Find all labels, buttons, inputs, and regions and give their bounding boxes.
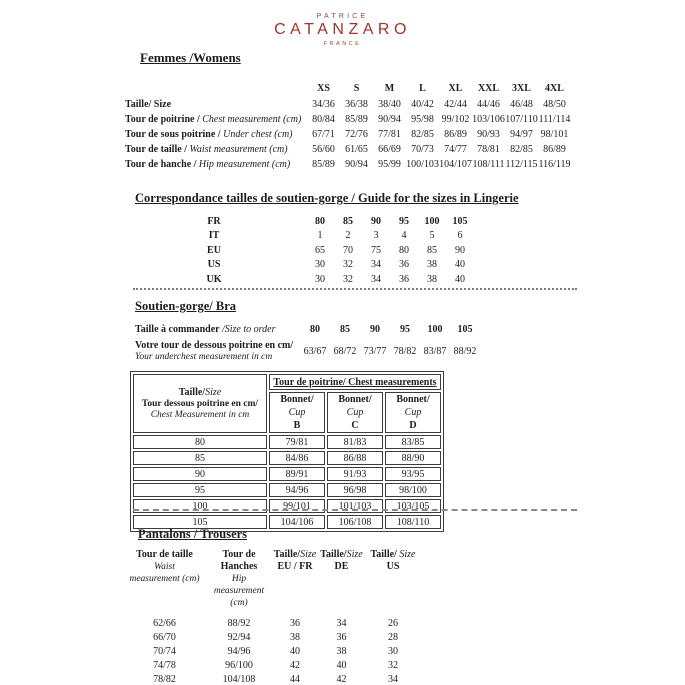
cell: 96/98 xyxy=(327,483,383,497)
cell: 32 xyxy=(343,273,353,285)
cell: 34 xyxy=(371,259,381,271)
lingerie-row-uk xyxy=(190,272,474,287)
cell: 105 xyxy=(457,323,473,335)
size-col-header: M xyxy=(384,83,395,94)
cell: 48/50 xyxy=(543,99,566,110)
cell: 80 xyxy=(310,323,320,335)
cell: 38 xyxy=(290,631,300,643)
cell: 42 xyxy=(336,673,347,685)
cell: 90 xyxy=(371,215,381,227)
cell: 80 xyxy=(399,244,409,256)
trousers-header-gap xyxy=(122,609,422,616)
row-label: Tour de taille / Waist measurement (cm) xyxy=(125,144,288,155)
cell: 75 xyxy=(371,244,381,256)
row-label: Tour de hanche / Hip measurement (cm) xyxy=(125,159,291,170)
cell: 32 xyxy=(388,659,398,671)
cell: 40/42 xyxy=(411,99,434,110)
col-header-size-de: Taille/Size DE xyxy=(320,549,363,572)
cell: 38/40 xyxy=(378,99,401,110)
bra-order-table xyxy=(135,320,480,365)
cell: 40 xyxy=(336,659,347,671)
cell: 92/94 xyxy=(227,631,251,643)
cell: 42 xyxy=(290,659,300,671)
row-label: US xyxy=(207,259,221,271)
row-label: Votre tour de dessous poitrine en cm/ Your underchest measurement in cm xyxy=(135,340,294,362)
chest-measurements-span-header: Tour de poitrine/ Chest measurements xyxy=(269,374,441,390)
cell: 100 xyxy=(427,323,443,335)
lingerie-row-eu xyxy=(190,243,474,258)
cell: 91/93 xyxy=(327,467,383,481)
cell: 61/65 xyxy=(345,144,368,155)
cell: 42/44 xyxy=(444,99,467,110)
cell: 88/90 xyxy=(385,451,441,465)
cell: 70 xyxy=(343,244,353,256)
brand-logo-name-text: CATANZARO xyxy=(274,21,411,38)
cell: 4 xyxy=(401,230,407,242)
cell: 85 xyxy=(340,323,350,335)
cell: 30 xyxy=(315,273,325,285)
cell: 40 xyxy=(455,259,465,271)
lingerie-correspondence-table xyxy=(190,214,474,287)
cell: 88/92 xyxy=(453,346,477,357)
cell: 94/96 xyxy=(227,645,251,657)
cell: 36 xyxy=(336,631,347,643)
trousers-row xyxy=(122,644,422,658)
cell: 99/102 xyxy=(441,114,470,125)
cell: 56/60 xyxy=(312,144,335,155)
cell: 38 xyxy=(336,645,347,657)
size-col-header: XL xyxy=(448,83,463,94)
cell: 34 xyxy=(371,273,381,285)
cell: 38 xyxy=(427,259,437,271)
trousers-header-row xyxy=(122,549,422,609)
row-label: IT xyxy=(208,230,220,242)
row-label: UK xyxy=(206,273,222,285)
cell: 79/81 xyxy=(269,435,325,449)
cell: 85/89 xyxy=(312,159,335,170)
cell: 36/38 xyxy=(345,99,368,110)
womens-row-waist xyxy=(125,142,571,157)
size-col-header: 3XL xyxy=(512,83,531,94)
cell: 78/82 xyxy=(153,673,176,685)
row-label: FR xyxy=(207,215,221,227)
cell: 83/85 xyxy=(385,435,441,449)
cell: 100/103 xyxy=(406,159,439,170)
cell: 62/66 xyxy=(153,617,176,629)
brand-logo-country-text: FRANCE xyxy=(323,41,362,47)
cell: 104/107 xyxy=(439,159,472,170)
trousers-row xyxy=(122,616,422,630)
cell: 66/70 xyxy=(153,631,176,643)
cell: 98/101 xyxy=(540,129,569,140)
cell: 30 xyxy=(388,645,398,657)
cell: 34 xyxy=(388,673,398,685)
size-col-header: XS xyxy=(317,83,330,94)
size-col-header: S xyxy=(353,83,360,94)
cell: 80/84 xyxy=(312,114,335,125)
row-label: Tour de sous poitrine / Under chest (cm) xyxy=(125,129,293,140)
cell: 111/114 xyxy=(538,114,571,125)
cell: 90/94 xyxy=(378,114,401,125)
cell: 80 xyxy=(315,215,325,227)
bra-cup-row xyxy=(133,467,441,481)
cell: 107/110 xyxy=(505,114,538,125)
size-col-header: L xyxy=(419,83,426,94)
col-header-size-us: Taille/ Size US xyxy=(370,549,416,572)
spacer xyxy=(238,272,306,287)
cell: 34/36 xyxy=(312,99,335,110)
spacer xyxy=(238,214,306,229)
cell: 99/101 xyxy=(269,499,325,513)
cell: 103/105 xyxy=(385,499,441,513)
cup-header-b: Bonnet/ Cup B xyxy=(269,392,325,433)
cell: 78/81 xyxy=(477,144,500,155)
womens-size-table xyxy=(125,80,571,172)
cell: 85 xyxy=(343,215,353,227)
lingerie-row-fr xyxy=(190,214,474,229)
cell: 100 xyxy=(133,499,267,513)
cell: 44/46 xyxy=(477,99,500,110)
cell: 40 xyxy=(290,645,300,657)
cell: 108/110 xyxy=(385,515,441,529)
cell: 70/73 xyxy=(411,144,434,155)
cell: 1 xyxy=(317,230,323,242)
cell: 86/89 xyxy=(444,129,467,140)
bra-cup-row xyxy=(133,435,441,449)
cell: 5 xyxy=(429,230,435,242)
womens-size-header-row xyxy=(125,80,571,97)
cell: 85 xyxy=(133,451,267,465)
spacer xyxy=(238,258,306,273)
cell: 65 xyxy=(315,244,325,256)
cell: 28 xyxy=(388,631,398,643)
cell: 90 xyxy=(133,467,267,481)
bra-cup-row xyxy=(133,451,441,465)
cell: 108/111 xyxy=(472,159,505,170)
cell: 74/77 xyxy=(444,144,467,155)
cell: 100 xyxy=(424,215,440,227)
cell: 66/69 xyxy=(378,144,401,155)
womens-row-underchest xyxy=(125,127,571,142)
cell: 2 xyxy=(345,230,351,242)
cell: 101/103 xyxy=(327,499,383,513)
size-col-header: 4XL xyxy=(545,83,564,94)
cell: 105 xyxy=(452,215,468,227)
cell: 36 xyxy=(399,273,409,285)
cell: 90/94 xyxy=(345,159,368,170)
cell: 104/106 xyxy=(269,515,325,529)
corner-header-cell: Taille/Size Tour dessous poitrine en cm/ Chest Measurement in cm xyxy=(133,374,267,433)
womens-row-chest xyxy=(125,112,571,127)
bra-cup-header-row-1 xyxy=(133,374,441,390)
cell: 95 xyxy=(399,215,409,227)
cell: 26 xyxy=(388,617,398,629)
lingerie-row-us xyxy=(190,258,474,273)
cell: 98/100 xyxy=(385,483,441,497)
section-heading-bra: Soutien-gorge/ Bra xyxy=(135,299,237,313)
cell: 94/96 xyxy=(269,483,325,497)
dotted-divider xyxy=(133,288,577,290)
size-col-header: XXL xyxy=(477,83,500,94)
trousers-size-table xyxy=(122,549,422,685)
cell: 72/76 xyxy=(345,129,368,140)
brand-logo xyxy=(0,13,685,47)
spacer xyxy=(238,243,306,258)
bra-underchest-row xyxy=(135,338,480,365)
row-label: Tour de poitrine / Chest measurement (cm) xyxy=(125,114,302,125)
cell: 103/106 xyxy=(472,114,505,125)
womens-row-size xyxy=(125,97,571,112)
cell: 95 xyxy=(400,323,410,335)
cell: 94/97 xyxy=(510,129,533,140)
cell: 36 xyxy=(399,259,409,271)
trousers-row xyxy=(122,658,422,672)
womens-row-hip xyxy=(125,157,571,172)
cup-header-c: Bonnet/ Cup C xyxy=(327,392,383,433)
cell: 30 xyxy=(315,259,325,271)
row-label: EU xyxy=(207,244,221,256)
cell: 34 xyxy=(336,617,347,629)
cell: 78/82 xyxy=(393,346,417,357)
cell: 3 xyxy=(373,230,379,242)
size-header-spacer xyxy=(125,80,307,97)
cell: 82/85 xyxy=(411,129,434,140)
cell: 6 xyxy=(457,230,463,242)
cell: 90 xyxy=(370,323,380,335)
trousers-row xyxy=(122,630,422,644)
cell: 85/89 xyxy=(345,114,368,125)
cell: 82/85 xyxy=(510,144,533,155)
col-header-waist: Tour de taille Waist measurement (cm) xyxy=(129,549,200,584)
cell: 84/86 xyxy=(269,451,325,465)
cell: 95/98 xyxy=(411,114,434,125)
cell: 46/48 xyxy=(510,99,533,110)
section-heading-trousers: Pantalons / Trousers xyxy=(138,527,248,541)
bra-cup-row xyxy=(133,483,441,497)
cell: 73/77 xyxy=(363,346,387,357)
row-label: Taille/ Size xyxy=(125,99,172,110)
section-heading-lingerie-guide: Correspondance tailles de soutien-gorge / Guide for the sizes in Lingerie xyxy=(135,191,519,205)
cell: 93/95 xyxy=(385,467,441,481)
cell: 90/93 xyxy=(477,129,500,140)
section-heading-womens: Femmes /Womens xyxy=(140,50,241,65)
cell: 38 xyxy=(427,273,437,285)
cell: 68/72 xyxy=(333,346,357,357)
spacer xyxy=(238,229,306,244)
cell: 36 xyxy=(290,617,300,629)
cell: 40 xyxy=(455,273,465,285)
cell: 105 xyxy=(133,515,267,529)
cell: 89/91 xyxy=(269,467,325,481)
trousers-row xyxy=(122,672,422,685)
cell: 90 xyxy=(455,244,465,256)
cell: 104/108 xyxy=(222,673,256,685)
cell: 63/67 xyxy=(303,346,327,357)
cell: 81/83 xyxy=(327,435,383,449)
cell: 83/87 xyxy=(423,346,447,357)
cell: 96/100 xyxy=(225,659,253,671)
cell: 95 xyxy=(133,483,267,497)
cell: 86/89 xyxy=(543,144,566,155)
lingerie-row-it xyxy=(190,229,474,244)
bra-size-to-order-row xyxy=(135,320,480,338)
cell: 85 xyxy=(427,244,437,256)
cell: 116/119 xyxy=(538,159,571,170)
cell: 32 xyxy=(343,259,353,271)
cell: 95/99 xyxy=(378,159,401,170)
cell: 80 xyxy=(133,435,267,449)
cell: 88/92 xyxy=(227,617,251,629)
cell: 112/115 xyxy=(505,159,538,170)
row-label: Taille à commander /Size to order xyxy=(135,323,276,335)
cup-header-d: Bonnet/ Cup D xyxy=(385,392,441,433)
dashed-divider xyxy=(133,509,577,511)
cell: 106/108 xyxy=(327,515,383,529)
col-header-size-eu-fr: Taille/Size EU / FR xyxy=(273,549,317,572)
cell: 74/78 xyxy=(153,659,176,671)
cell: 70/74 xyxy=(153,645,176,657)
col-header-hip: Tour de Hanches Hip measurement (cm) xyxy=(213,549,265,608)
cell: 44 xyxy=(290,673,300,685)
cell: 77/81 xyxy=(378,129,401,140)
cell: 86/88 xyxy=(327,451,383,465)
bra-cup-measurements-table xyxy=(130,371,444,532)
cell: 67/71 xyxy=(312,129,335,140)
brand-logo-top-text: PATRICE xyxy=(316,13,369,20)
